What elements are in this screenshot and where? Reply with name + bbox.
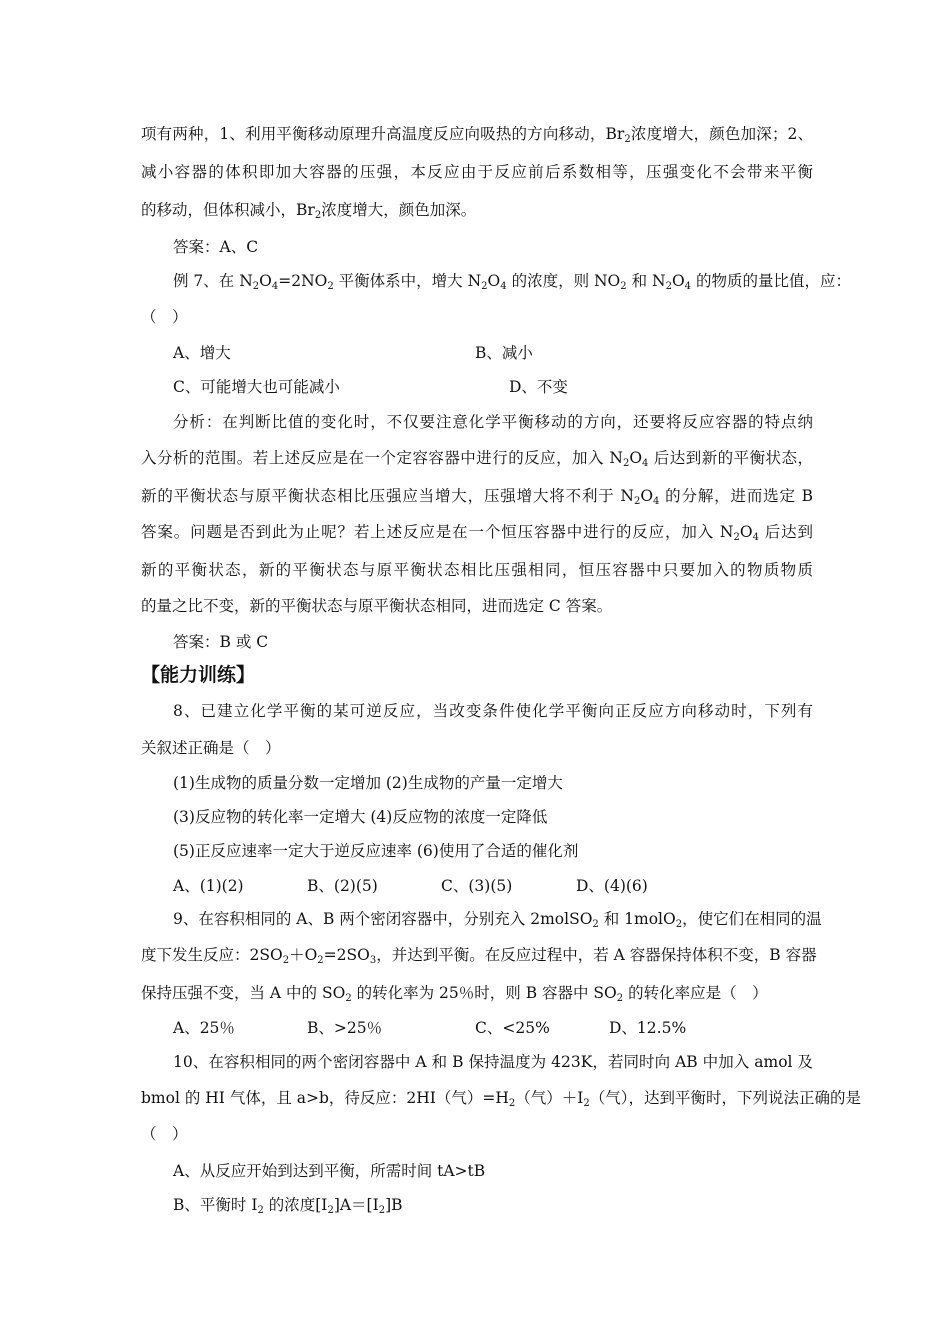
option-d: D、(4)(6) (576, 877, 648, 895)
option-c: C、(3)(5) (441, 877, 513, 895)
option-d: D、不变 (509, 378, 568, 396)
analysis-line: 新的平衡状态与原平衡状态相比压强应当增大，压强增大将不利于 $N_2O_4$ 的分解，进而选定 B (141, 487, 813, 507)
paragraph-line: 项有两种，1、利用平衡移动原理升高温度反应向吸热的方向移动，$Br_2$浓度增大，颜色加深；2、 (141, 125, 813, 145)
question-9-stem: 度下发生反应：$2SO_2+O_2=2SO_3$，并达到平衡。在反应过程中，若 A 容器保持体积不变，B 容器 (141, 946, 817, 966)
question-10-stem: bmol 的 HI 气体，且 a>b，待反应：2HI（气）$=H_2$（气）$+I_2$（气），达到平衡时，下列说法正确的是 (141, 1089, 862, 1109)
example-7-stem-paren: （ ） (141, 308, 188, 326)
question-10-option: A、从反应开始到达到平衡，所需时间 tA>tB (173, 1162, 486, 1180)
option-c: C、可能增大也可能减小 (173, 378, 340, 396)
question-8-item: (3)反应物的转化率一定增大 (4)反应物的浓度一定降低 (173, 808, 548, 826)
question-8-options-row (173, 875, 845, 897)
answer-line: 答案：A、C (173, 238, 259, 256)
paragraph-line: 减小容器的体积即加大容器的压强，本反应由于反应前后系数相等，压强变化不会带来平衡 (141, 163, 813, 181)
question-8-stem: 关叙述正确是（ ） (141, 739, 281, 757)
question-8-item: (5)正反应速率一定大于逆反应速率 (6)使用了合适的催化剂 (173, 842, 579, 860)
option-d: D、12.5% (609, 1019, 687, 1037)
question-9-stem: 保持压强不变，当 A 中的 $SO_2$ 的转化率为 25％时，则 B 容器中 $SO_2$ 的转化率应是（ ） (141, 984, 768, 1004)
question-8-stem: 8、已建立化学平衡的某可逆反应，当改变条件使化学平衡向正反应方向移动时，下列有 (173, 702, 813, 720)
paragraph-line: 的移动，但体积减小，$Br_2$浓度增大，颜色加深。 (141, 201, 477, 221)
question-8-item: (1)生成物的质量分数一定增加 (2)生成物的产量一定增大 (173, 774, 563, 792)
analysis-line: 的量之比不变，新的平衡状态与原平衡状态相同，进而选定 C 答案。 (141, 597, 613, 615)
question-9-stem: 9、在容积相同的 A、B 两个密闭容器中，分别充入 2molSO$_2$ 和 1molO$_2$，使它们在相同的温 (173, 910, 822, 930)
question-10-option: B、平衡时 $I_2$ 的浓度$[I_2]A=[I_2]B$ (173, 1196, 403, 1216)
example-7-options-row (173, 342, 845, 364)
example-7-options-row (173, 376, 845, 398)
option-b: B、(2)(5) (307, 877, 378, 895)
option-a: A、增大 (173, 344, 231, 362)
option-a: A、25％ (173, 1019, 235, 1037)
option-b: B、减小 (475, 344, 533, 362)
answer-line: 答案：B 或 C (173, 633, 269, 651)
question-10-stem: 10、在容积相同的两个密闭容器中 A 和 B 保持温度为 423K，若同时向 AB 中加入 amol 及 (173, 1053, 813, 1071)
option-a: A、(1)(2) (173, 877, 244, 895)
question-9-options-row (173, 1017, 845, 1039)
question-10-stem: （ ） (141, 1125, 188, 1143)
option-c: C、<25% (475, 1019, 550, 1037)
example-7-stem: 例 7、在 $N_2O_4=2NO_2$ 平衡体系中，增大 $N_2O_4$ 的浓度，则 $NO_2$ 和 $N_2O_4$ 的物质的量比值，应： (173, 272, 851, 292)
analysis-line: 答案。问题是否到此为止呢？若上述反应是在一个恒压容器中进行的反应，加入 $N_2O_4$ 后达到 (141, 523, 813, 543)
analysis-line: 新的平衡状态，新的平衡状态与原平衡状态相比压强相同，恒压容器中只要加入的物质物质 (141, 561, 813, 579)
analysis-line: 入分析的范围。若上述反应是在一个定容容器中进行的反应，加入 $N_2O_4$ 后达到新的平衡状态， (141, 449, 813, 469)
section-heading: 【能力训练】 (141, 664, 256, 686)
option-b: B、>25％ (307, 1019, 383, 1037)
analysis-line: 分析：在判断比值的变化时，不仅要注意化学平衡移动的方向，还要将反应容器的特点纳 (173, 413, 813, 431)
